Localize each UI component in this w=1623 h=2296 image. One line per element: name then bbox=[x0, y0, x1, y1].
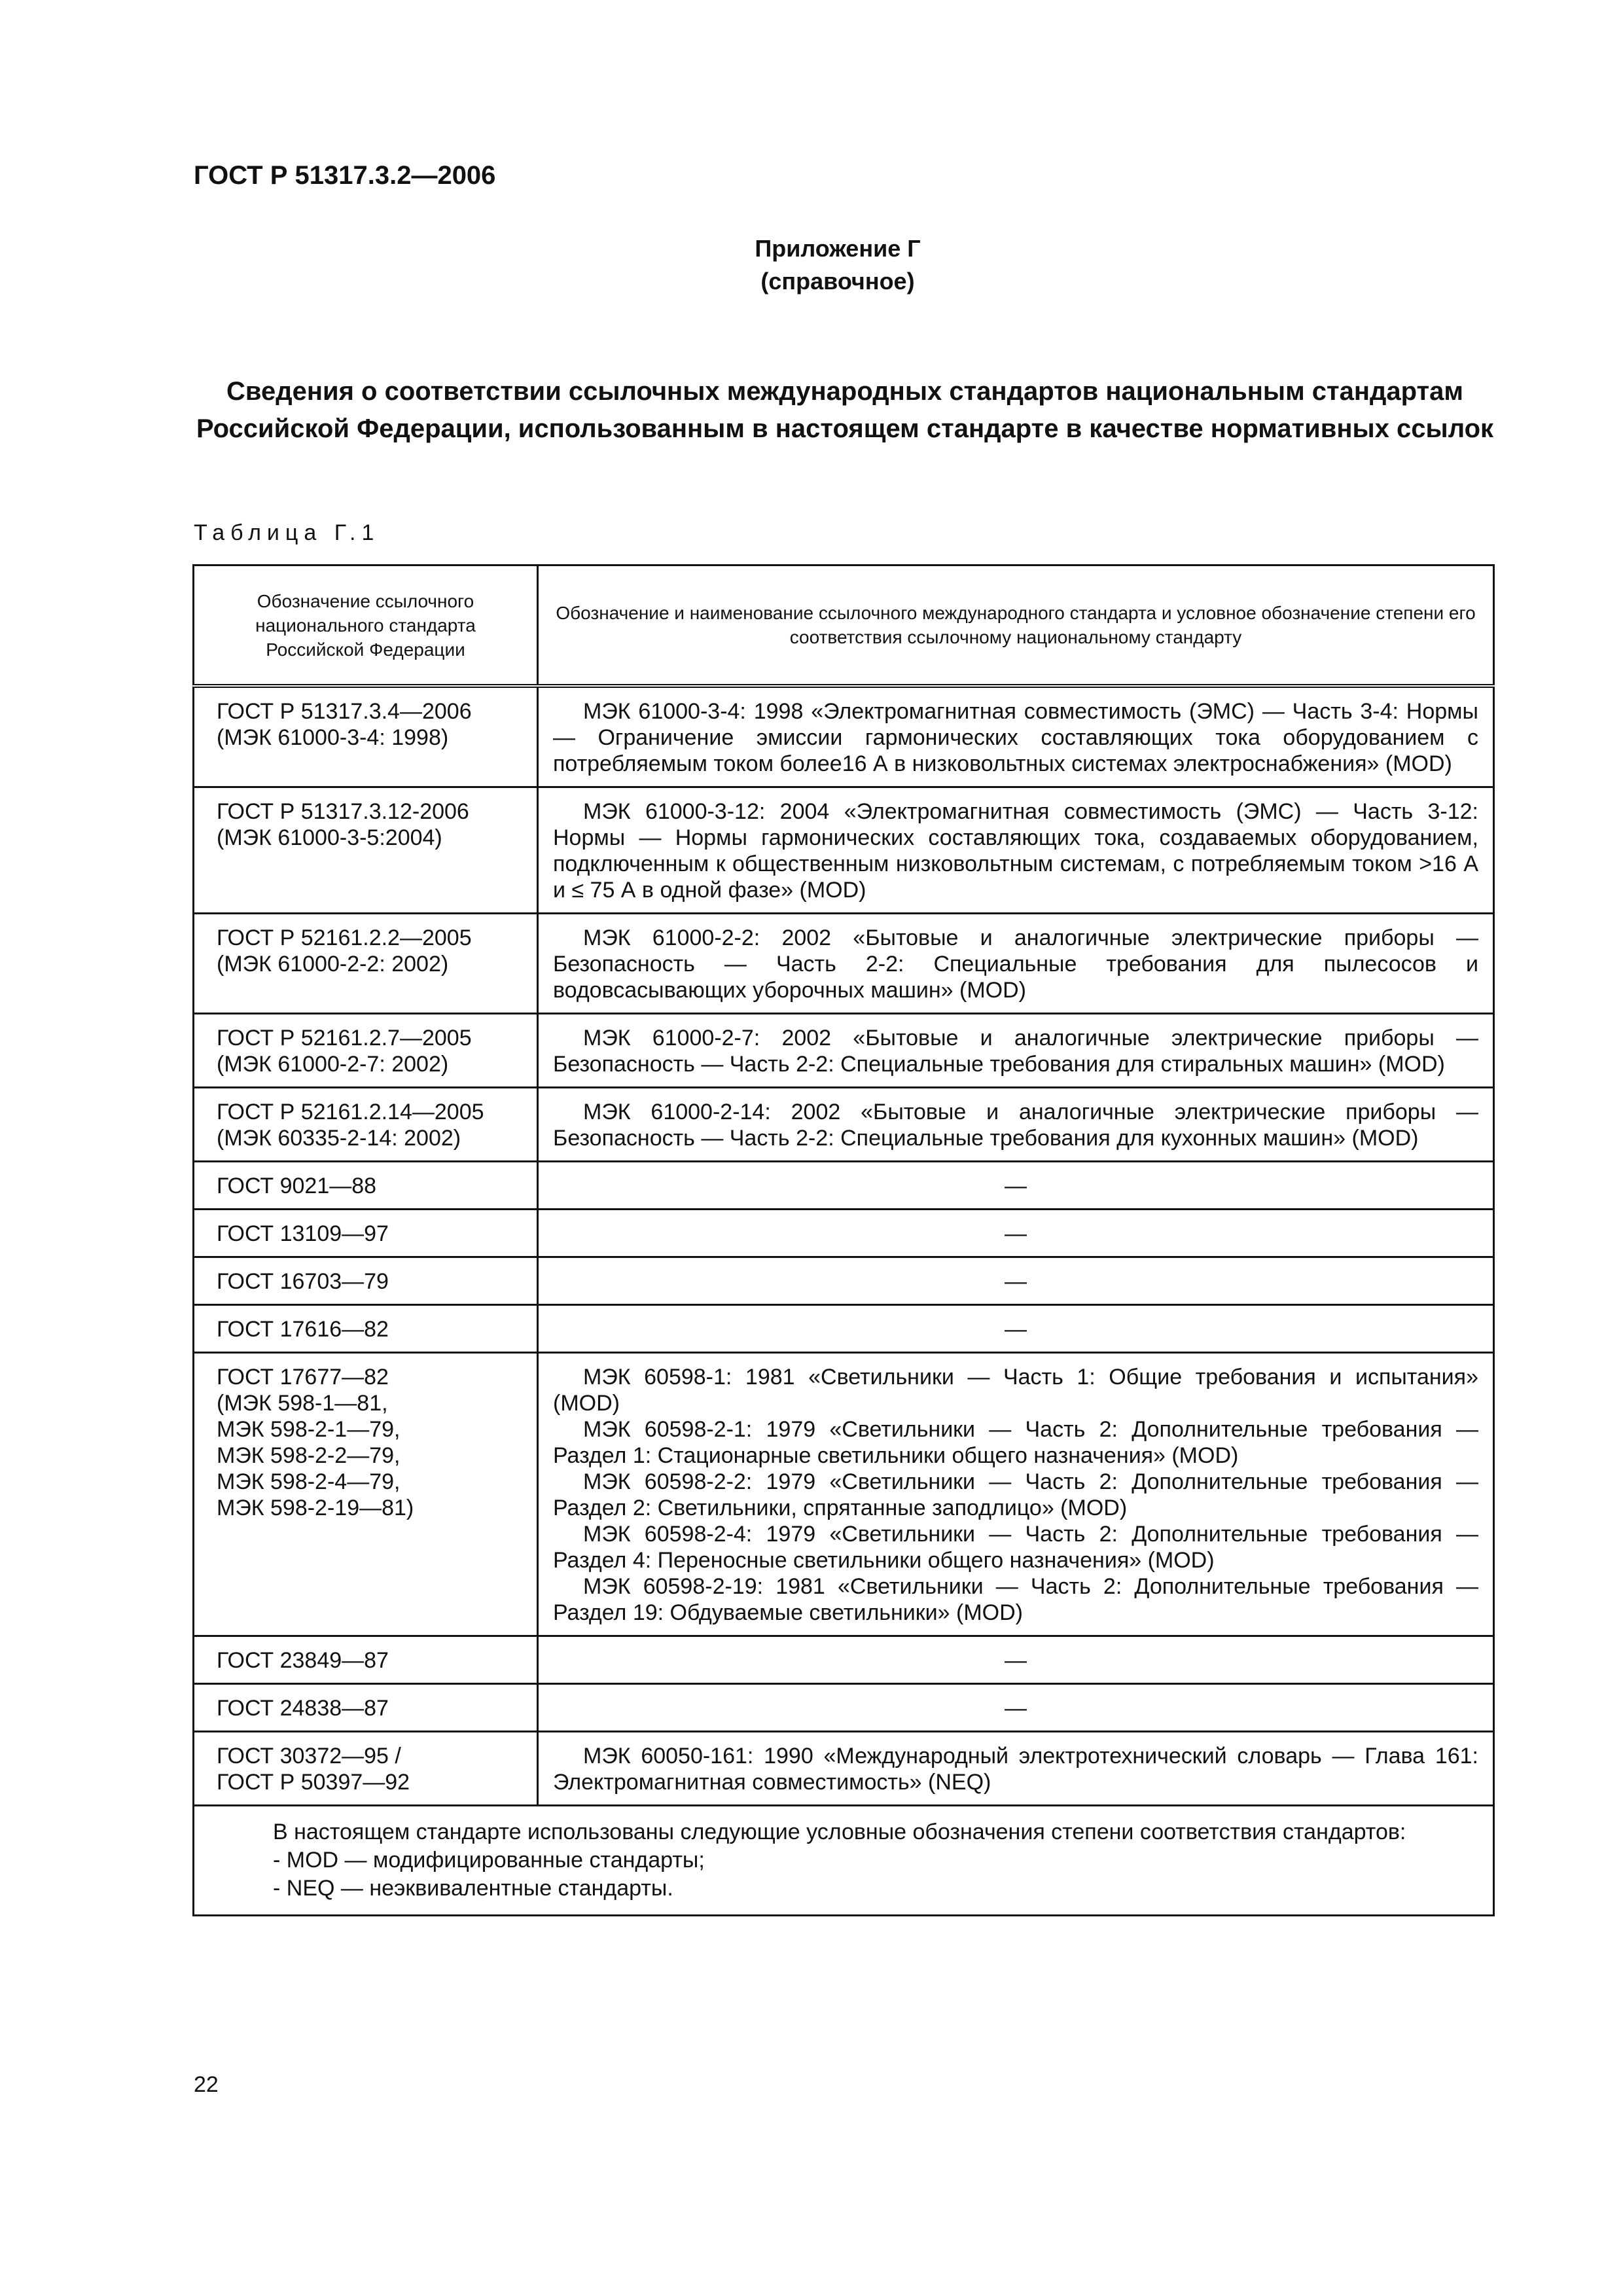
no-reference-dash: — bbox=[1005, 1648, 1027, 1673]
reference-table bbox=[192, 564, 1495, 1916]
international-standard-cell bbox=[538, 1257, 1494, 1305]
national-standard-line: ГОСТ Р 51317.3.12-2006 bbox=[217, 799, 469, 824]
national-standard-line: ГОСТ Р 52161.2.2—2005 bbox=[217, 925, 472, 950]
international-standard-cell bbox=[538, 1353, 1494, 1636]
note-item: - MOD — модифицированные стандарты; bbox=[273, 1848, 705, 1873]
international-standard-cell bbox=[538, 787, 1494, 914]
national-standard-line: ГОСТ 9021—88 bbox=[217, 1174, 377, 1198]
national-standard-line: ГОСТ 23849—87 bbox=[217, 1648, 389, 1673]
international-standard-cell bbox=[538, 1088, 1494, 1162]
national-standard-line: (МЭК 61000-3-4: 1998) bbox=[217, 725, 449, 750]
national-standard-cell bbox=[194, 686, 538, 787]
national-standard-line: ГОСТ 17677—82 bbox=[217, 1365, 389, 1390]
table-row bbox=[194, 1353, 1494, 1636]
table-row bbox=[194, 1210, 1494, 1257]
national-standard-cell bbox=[194, 787, 538, 914]
international-standard-text: МЭК 60598-2-2: 1979 «Светильники — Часть 2: Дополнительные требования — Раздел 2: Светильники, спрятанные заподлицо» (MOD) bbox=[553, 1469, 1478, 1520]
national-standard-line: ГОСТ Р 51317.3.4—2006 bbox=[217, 699, 472, 724]
table-label: Таблица Г.1 bbox=[194, 520, 380, 545]
national-standard-cell bbox=[194, 1732, 538, 1806]
national-standard-line: (МЭК 60335-2-14: 2002) bbox=[217, 1126, 461, 1151]
national-standard-line: ГОСТ 30372—95 / bbox=[217, 1744, 401, 1768]
international-standard-cell bbox=[538, 1732, 1494, 1806]
international-standard-text: МЭК 61000-2-7: 2002 «Бытовые и аналогичные электрические приборы — Безопасность — Часть 2-2: Специальные требования для стиральных машин» (MOD) bbox=[553, 1026, 1478, 1077]
national-standard-line: ГОСТ 16703—79 bbox=[217, 1269, 389, 1294]
international-standard-cell bbox=[538, 1636, 1494, 1684]
international-standard-text: МЭК 61000-3-12: 2004 «Электромагнитная совместимость (ЭМС) — Часть 3-12: Нормы — Нормы гармонических составляющих тока, создаваемых оборудованием, подключенным к общественным низковольтным системам, с потребляемым током >16 А и ≤ 75 А в одной фазе» (MOD) bbox=[553, 799, 1478, 903]
international-standard-text: МЭК 60598-1: 1981 «Светильники — Часть 1: Общие требования и испытания» (MOD) bbox=[553, 1365, 1478, 1416]
table-note-row bbox=[194, 1806, 1494, 1916]
national-standard-line: (МЭК 61000-2-2: 2002) bbox=[217, 952, 449, 977]
international-standard-cell bbox=[538, 1014, 1494, 1088]
no-reference-dash: — bbox=[1005, 1221, 1027, 1246]
no-reference-dash: — bbox=[1005, 1696, 1027, 1721]
international-standard-text: МЭК 60598-2-4: 1979 «Светильники — Часть 2: Дополнительные требования — Раздел 4: Переносные светильники общего назначения» (MOD) bbox=[553, 1522, 1478, 1573]
national-standard-cell bbox=[194, 1257, 538, 1305]
international-standard-cell bbox=[538, 1162, 1494, 1210]
table-row bbox=[194, 1305, 1494, 1353]
header-international: Обозначение и наименование ссылочного международного стандарта и условное обозначение степени его соответствия ссылочному национальному стандарту bbox=[538, 565, 1494, 687]
note-item: - NEQ — неэквивалентные стандарты. bbox=[273, 1876, 673, 1901]
international-standard-text: МЭК 60598-2-19: 1981 «Светильники — Часть 2: Дополнительные требования — Раздел 19: Обдуваемые светильники» (MOD) bbox=[553, 1574, 1478, 1625]
appendix-type: (справочное) bbox=[760, 268, 915, 295]
international-standard-cell bbox=[538, 914, 1494, 1014]
international-standard-text: МЭК 61000-3-4: 1998 «Электромагнитная совместимость (ЭМС) — Часть 3-4: Нормы — Ограничение эмиссии гармонических составляющих тока оборудованием с потребляемым током более16 А в низковольтных системах электроснабжения» (MOD) bbox=[553, 699, 1478, 776]
international-standard-text: МЭК 60598-2-1: 1979 «Светильники — Часть 2: Дополнительные требования — Раздел 1: Стационарные светильники общего назначения» (MOD) bbox=[553, 1417, 1478, 1468]
national-standard-cell bbox=[194, 1162, 538, 1210]
national-standard-line: ГОСТ Р 52161.2.7—2005 bbox=[217, 1026, 472, 1050]
international-standard-text: МЭК 60050-161: 1990 «Международный электротехнический словарь — Глава 161: Электромагнитная совместимость» (NEQ) bbox=[553, 1744, 1478, 1795]
national-standard-line: (МЭК 598-1—81, bbox=[217, 1391, 388, 1416]
international-standard-cell bbox=[538, 1305, 1494, 1353]
note-intro: В настоящем стандарте использованы следующие условные обозначения степени соответствия стандартов: bbox=[273, 1820, 1406, 1844]
national-standard-line: ГОСТ Р 52161.2.14—2005 bbox=[217, 1100, 484, 1124]
table-row bbox=[194, 1636, 1494, 1684]
national-standard-cell bbox=[194, 914, 538, 1014]
table-row bbox=[194, 686, 1494, 787]
national-standard-line: МЭК 598-2-19—81) bbox=[217, 1496, 414, 1520]
table-row bbox=[194, 1162, 1494, 1210]
table-note bbox=[194, 1806, 1494, 1916]
no-reference-dash: — bbox=[1005, 1269, 1027, 1294]
international-standard-cell bbox=[538, 1684, 1494, 1732]
national-standard-line: ГОСТ Р 50397—92 bbox=[217, 1770, 410, 1795]
national-standard-cell bbox=[194, 1636, 538, 1684]
national-standard-cell bbox=[194, 1014, 538, 1088]
no-reference-dash: — bbox=[1005, 1174, 1027, 1198]
national-standard-line: МЭК 598-2-4—79, bbox=[217, 1469, 401, 1494]
table-row bbox=[194, 1684, 1494, 1732]
table-row bbox=[194, 1732, 1494, 1806]
table-row bbox=[194, 1014, 1494, 1088]
table-header-row bbox=[194, 565, 1494, 687]
national-standard-cell bbox=[194, 1088, 538, 1162]
national-standard-line: (МЭК 61000-3-5:2004) bbox=[217, 825, 442, 850]
national-standard-cell bbox=[194, 1305, 538, 1353]
table-body bbox=[194, 686, 1494, 1916]
table-row bbox=[194, 914, 1494, 1014]
appendix-name: Приложение Г bbox=[755, 235, 921, 262]
national-standard-line: (МЭК 61000-2-7: 2002) bbox=[217, 1052, 449, 1077]
national-standard-line: ГОСТ 24838—87 bbox=[217, 1696, 389, 1721]
document-code: ГОСТ Р 51317.3.2—2006 bbox=[194, 161, 496, 190]
no-reference-dash: — bbox=[1005, 1317, 1027, 1342]
international-standard-text: МЭК 61000-2-2: 2002 «Бытовые и аналогичные электрические приборы — Безопасность — Часть 2-2: Специальные требования для пылесосов и водовсасывающих уборочных машин» (MOD) bbox=[553, 925, 1478, 1003]
international-standard-cell bbox=[538, 1210, 1494, 1257]
international-standard-cell bbox=[538, 686, 1494, 787]
table-row bbox=[194, 787, 1494, 914]
document-title: Сведения о соответствии ссылочных международных стандартов национальным стандартам Российской Федерации, использованным в настоящем стандарте в качестве нормативных ссылок bbox=[196, 377, 1494, 443]
international-standard-text: МЭК 61000-2-14: 2002 «Бытовые и аналогичные электрические приборы — Безопасность — Часть 2-2: Специальные требования для кухонных машин» (MOD) bbox=[553, 1100, 1478, 1151]
national-standard-cell bbox=[194, 1353, 538, 1636]
national-standard-line: ГОСТ 13109—97 bbox=[217, 1221, 389, 1246]
header-national: Обозначение ссылочного национального стандарта Российской Федерации bbox=[194, 565, 538, 687]
page-number: 22 bbox=[194, 2072, 219, 2097]
national-standard-line: МЭК 598-2-1—79, bbox=[217, 1417, 401, 1442]
appendix-heading bbox=[0, 232, 1623, 298]
table-row bbox=[194, 1257, 1494, 1305]
national-standard-line: МЭК 598-2-2—79, bbox=[217, 1443, 401, 1468]
national-standard-cell bbox=[194, 1210, 538, 1257]
national-standard-line: ГОСТ 17616—82 bbox=[217, 1317, 389, 1342]
table-row bbox=[194, 1088, 1494, 1162]
national-standard-cell bbox=[194, 1684, 538, 1732]
